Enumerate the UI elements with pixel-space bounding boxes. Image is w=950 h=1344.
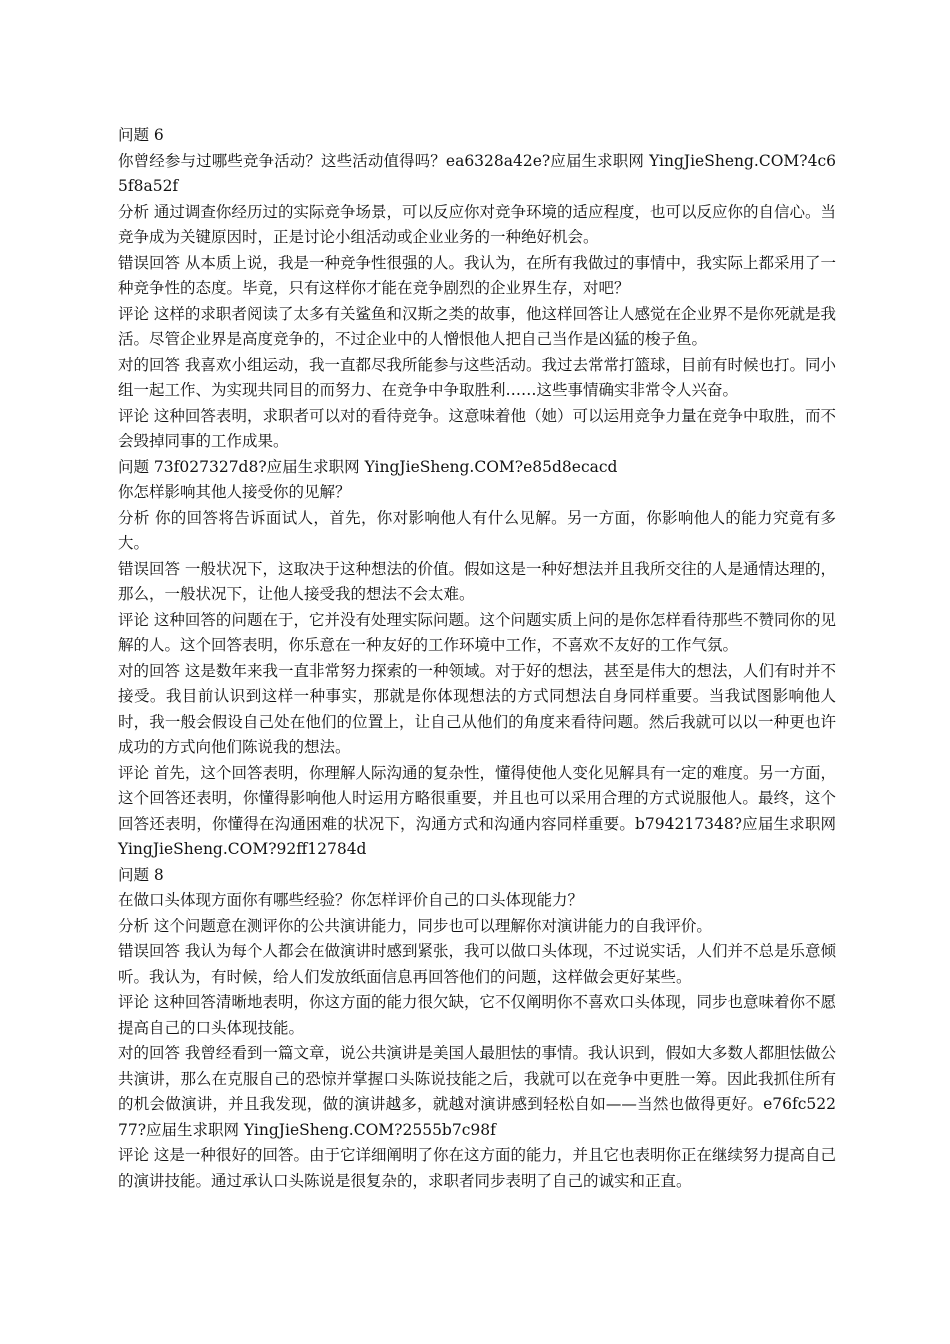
question-8-right-comment: 评论 这是一种很好的回答。由于它详细阐明了你在这方面的能力，并且它也表明你正在继续努力提高自己的演讲技能。通过承认口头陈说是很复杂的，求职者同步表明了自己的诚实和正直。 xyxy=(118,1146,836,1190)
question-7-wrong-comment: 评论 这种回答的问题在于，它并没有处理实际问题。这个问题实质上问的是你怎样看待那些不赞同你的见解的人。这个回答表明，你乐意在一种友好的工作环境中工作，不喜欢不友好的工作气氛。 xyxy=(118,610,836,654)
question-6-wrong-answer: 错误回答 从本质上说，我是一种竞争性很强的人。我认为，在所有我做过的事情中，我实际上都采用了一种竞争性的态度。毕竟，只有这样你才能在竞争剧烈的企业界生存，对吧？ xyxy=(118,253,836,297)
question-7-text: 你怎样影响其他人接受你的见解？ xyxy=(118,483,351,501)
question-8-analysis: 分析 这个问题意在测评你的公共演讲能力，同步也可以理解你对演讲能力的自我评价。 xyxy=(118,916,712,935)
question-7-right-answer: 对的回答 这是数年来我一直非常努力探索的一种领域。对于好的想法，甚至是伟大的想法，人们有时并不接受。我目前认识到这样一种事实，那就是你体现想法的方式同想法自身同样重要。当我试图影响他人时，我一般会假设自己处在他们的位置上，让自己从他们的角度来看待问题。然后我就可以以一种更也许成功的方式向他们陈说我的想法。 xyxy=(118,661,836,756)
question-7-heading: 问题 73f027327d8?应届生求职网 YingJieSheng.COM?e85d8ecacd xyxy=(118,457,618,476)
question-8-heading: 问题 8 xyxy=(118,865,164,884)
question-6-analysis: 分析 通过调查你经历过的实际竞争场景，可以反应你对竞争环境的适应程度，也可以反应你的自信心。当竞争成为关键原因时，正是讨论小组活动或企业业务的一种绝好机会。 xyxy=(118,202,836,246)
question-6-wrong-comment: 评论 这样的求职者阅读了太多有关鲨鱼和汉斯之类的故事，他这样回答让人感觉在企业界不是你死就是我活。尽管企业界是高度竞争的，不过企业中的人憎恨他人把自己当作是凶猛的梭子鱼。 xyxy=(118,304,836,348)
question-8-text: 在做口头体现方面你有哪些经验？你怎样评价自己的口头体现能力？ xyxy=(118,891,584,909)
question-6-heading: 问题 6 xyxy=(118,126,164,144)
question-6-text: 你曾经参与过哪些竞争活动？这些活动值得吗？ea6328a42e?应届生求职网 YingJieSheng.COM?4c65f8a52f xyxy=(118,151,836,195)
question-8-right-answer: 对的回答 我曾经看到一篇文章，说公共演讲是美国人最胆怯的事情。我认识到，假如大多数人都胆怯做公共演讲，那么在克服自己的恐惊并掌握口头陈说技能之后，我就可以在竞争中更胜一筹。因此我抓住所有的机会做演讲，并且我发现，做的演讲越多，就越对演讲感到轻松自如——当然也做得更好。e76fc52277?应届生求职网 YingJieSheng.COM?2555b7c98f xyxy=(118,1044,836,1139)
question-8-wrong-answer: 错误回答 我认为每个人都会在做演讲时感到紧张，我可以做口头体现，不过说实话，人们并不总是乐意倾听。我认为，有时候，给人们发放纸面信息再回答他们的问题，这样做会更好某些。 xyxy=(118,942,836,986)
question-7-wrong-answer: 错误回答 一般状况下，这取决于这种想法的价值。假如这是一种好想法并且我所交往的人是通情达理的，那么，一般状况下，让他人接受我的想法不会太难。 xyxy=(118,559,836,603)
question-7-analysis: 分析 你的回答将告诉面试人，首先，你对影响他人有什么见解。另一方面，你影响他人的能力究竟有多大。 xyxy=(118,508,836,552)
question-7-right-comment: 评论 首先，这个回答表明，你理解人际沟通的复杂性，懂得使他人变化见解具有一定的难度。另一方面，这个回答还表明，你懂得影响他人时运用方略很重要，并且也可以采用合理的方式说服他人。最终，这个回答还表明，你懂得在沟通困难的状况下，沟通方式和沟通内容同样重要。b794217348?应届生求职网 YingJieSheng.COM?92ff12784d xyxy=(118,763,836,858)
document-body xyxy=(118,123,836,1194)
question-6-right-answer: 对的回答 我喜欢小组运动，我一直都尽我所能参与这些活动。我过去常常打篮球，目前有时候也打。同小组一起工作、为实现共同目的而努力、在竞争中争取胜利……这些事情确实非常令人兴奋。 xyxy=(118,355,836,399)
question-8-wrong-comment: 评论 这种回答清晰地表明，你这方面的能力很欠缺，它不仅阐明你不喜欢口头体现，同步也意味着你不愿提高自己的口头体现技能。 xyxy=(118,993,836,1037)
question-6-right-comment: 评论 这种回答表明，求职者可以对的看待竞争。这意味着他（她）可以运用竞争力量在竞争中取胜，而不会毁掉同事的工作成果。 xyxy=(118,406,836,450)
